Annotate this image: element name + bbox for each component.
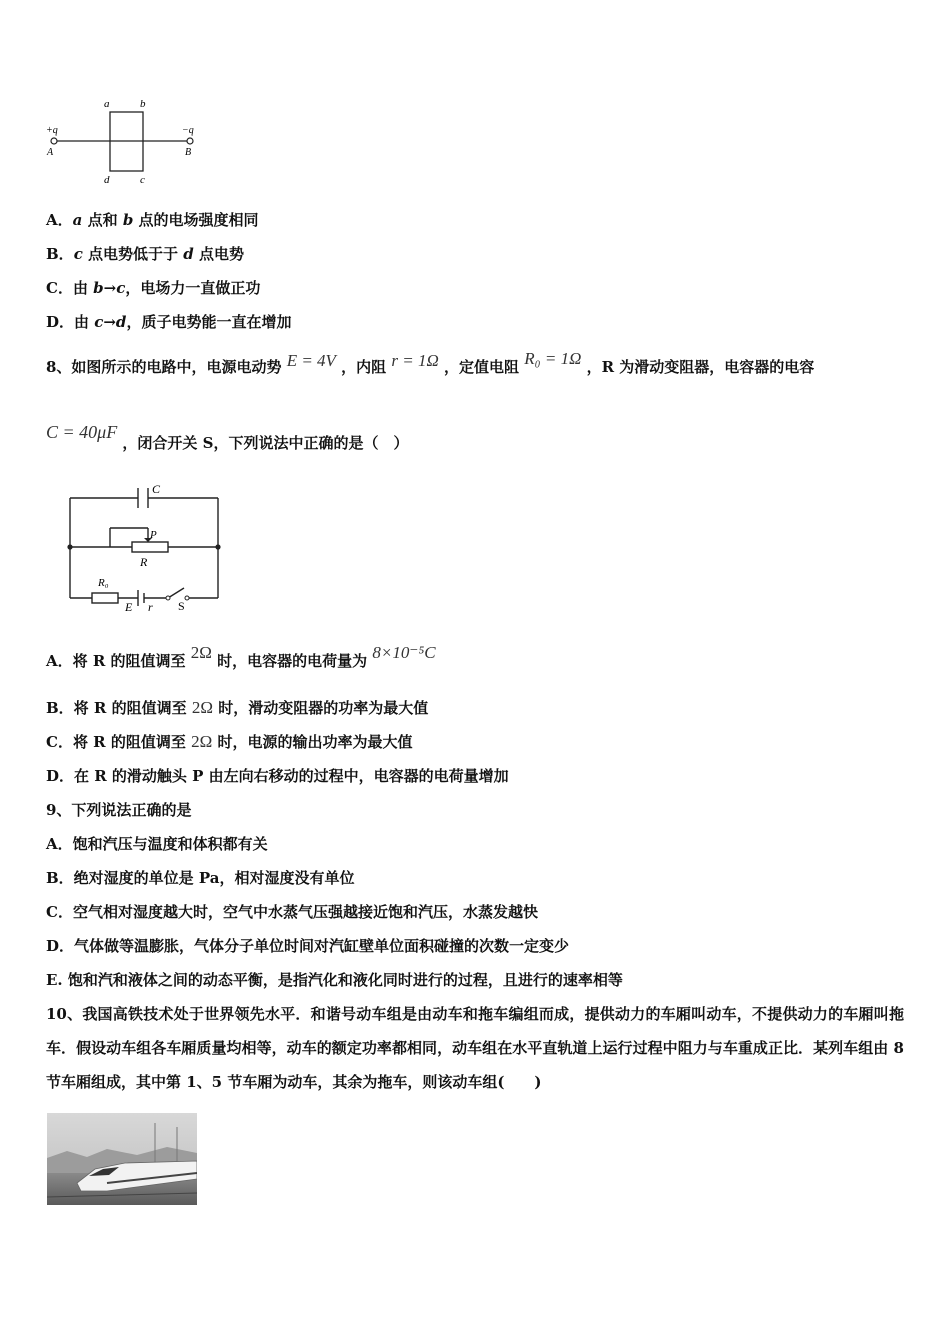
q9-option-c: C．空气相对湿度越大时，空气中水蒸气压强越接近饱和汽压，水蒸发越快 bbox=[46, 903, 538, 921]
q7-option-c: C．由 b→c，电场力一直做正功 bbox=[46, 279, 261, 297]
q9-option-e: E. 饱和汽和液体之间的动态平衡，是指汽化和液化同时进行的过程，且进行的速率相等 bbox=[46, 971, 623, 989]
label-minus-q: −q bbox=[182, 125, 194, 136]
r0-formula: R₀ = 1Ω bbox=[524, 349, 582, 368]
q9-option-d: D．气体做等温膨胀，气体分子单位时间对汽缸壁单位面积碰撞的次数一定变少 bbox=[46, 937, 570, 955]
q8-option-d: D．在 R 的滑动触头 P 由左向右移动的过程中，电容器的电荷量增加 bbox=[46, 767, 509, 785]
q8-option-b: B．将 R 的阻值调至 2Ω 时，滑动变阻器的功率为最大值 bbox=[46, 698, 429, 717]
q8-stem-line1: 8、如图所示的电路中，电源电动势 E = 4V ，内阻 r = 1Ω ，定值电阻 R₀ = 1Ω ，R 为滑动变阻器，电容器的电容 bbox=[46, 349, 815, 376]
circuit-diagram bbox=[60, 480, 230, 615]
circuit-label-C: C bbox=[152, 482, 161, 496]
circuit-label-R0: R₀ bbox=[98, 577, 109, 589]
label-d: d bbox=[104, 174, 110, 186]
label-B: B bbox=[185, 147, 192, 158]
label-c: c bbox=[140, 174, 145, 186]
capacitance-formula: C = 40μF bbox=[46, 422, 118, 442]
internal-resistance-formula: r = 1Ω bbox=[391, 351, 439, 370]
emf-formula: E = 4V bbox=[286, 351, 336, 370]
label-b: b bbox=[140, 98, 146, 110]
high-speed-train-photo bbox=[47, 1113, 197, 1205]
charge-field-figure bbox=[40, 95, 220, 190]
q8-option-c: C．将 R 的阻值调至 2Ω 时，电源的输出功率为最大值 bbox=[46, 732, 413, 751]
circuit-label-E: E bbox=[125, 600, 133, 614]
circuit-label-r: r bbox=[148, 600, 153, 614]
circuit-label-P: P bbox=[150, 529, 157, 541]
circuit-label-S: S bbox=[178, 599, 185, 613]
label-a: a bbox=[104, 98, 110, 110]
q8-option-a: A．将 R 的阻值调至 2Ω 时，电容器的电荷量为 8×10⁻⁵C bbox=[46, 643, 436, 670]
label-plus-q: +q bbox=[46, 125, 58, 136]
q9-stem: 9、下列说法正确的是 bbox=[46, 801, 192, 819]
q7-option-d: D．由 c→d，质子电势能一直在增加 bbox=[46, 313, 292, 331]
circuit-label-R: R bbox=[140, 555, 148, 569]
q9-option-a: A．饱和汽压与温度和体积都有关 bbox=[46, 835, 268, 853]
q7-option-b: B．c 点电势低于于 d 点电势 bbox=[46, 245, 245, 263]
q8-stem-line2: C = 40μF ，闭合开关 S，下列说法中正确的是（ ） bbox=[46, 422, 409, 452]
q10-stem: 10、我国高铁技术处于世界领先水平．和谐号动车组是由动车和拖车编组而成，提供动力的车厢叫动车，不提供动力的车厢叫拖车．假设动车组各车厢质量均相等，动车的额定功率都相同，动车组在水平直轨道上运行过程中阻力与车重成正比．某列车组由 8 节车厢组成，其中第 1、5 节车厢为动车，其余为拖车，则该动车组( ) bbox=[46, 1005, 904, 1091]
label-A: A bbox=[47, 147, 54, 158]
q7-option-a: A．a 点和 b 点的电场强度相同 bbox=[46, 211, 259, 229]
q9-option-b: B．绝对湿度的单位是 Pa，相对湿度没有单位 bbox=[46, 869, 355, 887]
